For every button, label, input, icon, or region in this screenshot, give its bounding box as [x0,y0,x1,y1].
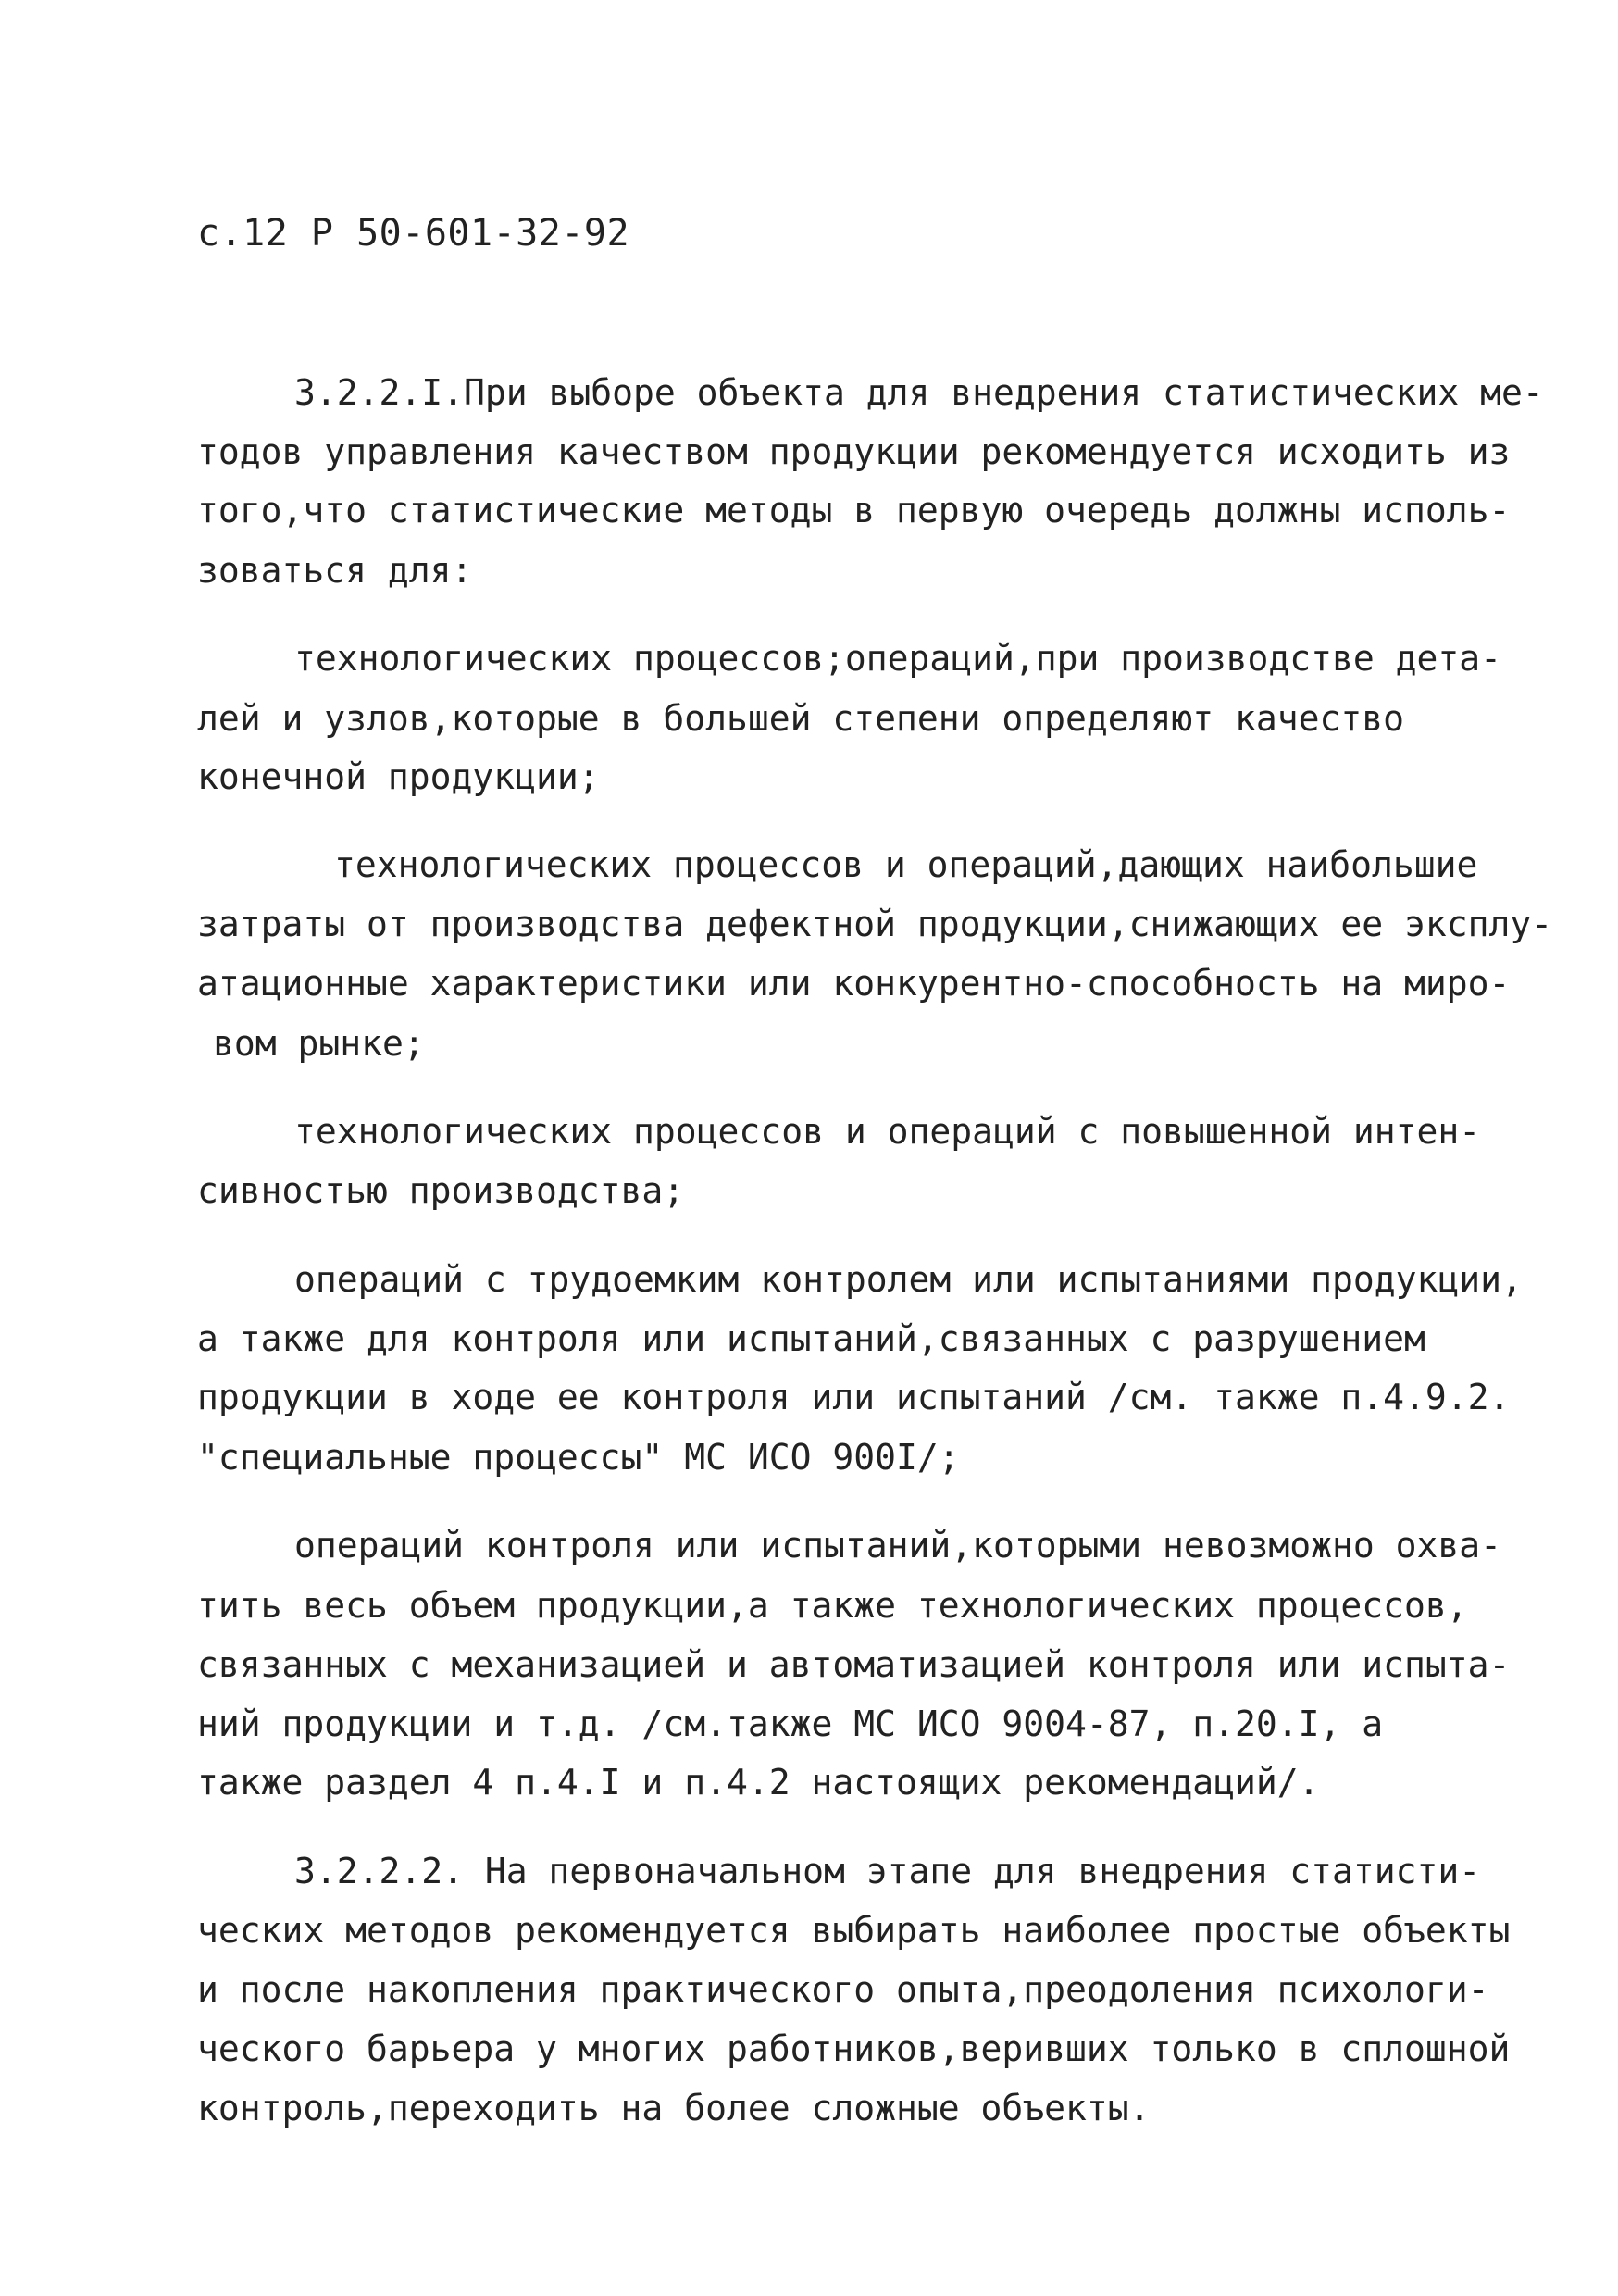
text-line: вом рынке; [213,1023,425,1064]
text-line: зоваться для: [197,550,473,591]
text-line: продукции в ходе ее контроля или испытаний /см. также п.4.9.2. [197,1377,1511,1417]
page-header: с.12 Р 50-601-32-92 [197,212,630,255]
text-line: связанных с механизацией и автоматизацией контроля или испыта- [197,1644,1511,1685]
text-line: атационные характеристики или конкурентно-способность на миро- [197,963,1511,1004]
text-line: того,что статистические методы в первую очередь должны исполь- [197,490,1511,530]
text-line: а также для контроля или испытаний,связанных с разрушением [197,1318,1425,1359]
text-line: ческого барьера у многих работников,веривших только в сплошной [197,2028,1511,2069]
text-line: лей и узлов,которые в большей степени определяют качество [197,698,1405,739]
text-line: ческих методов рекомендуется выбирать наиболее простые объекты [197,1910,1511,1951]
text-line: также раздел 4 п.4.I и п.4.2 настоящих рекомендаций/. [197,1762,1320,1803]
text-line: "специальные процессы" МС ИСО 900I/; [197,1437,960,1478]
text-line: и после накопления практического опыта,преодоления психологи- [197,1969,1489,2010]
text-line: 3.2.2.I.При выборе объекта для внедрения статистических ме- [294,372,1544,413]
text-line: тодов управления качеством продукции рекомендуется исходить из [197,431,1511,472]
text-line: ний продукции и т.д. /см.также МС ИСО 9004-87, п.20.I, а [197,1703,1384,1744]
text-line: сивностью производства; [197,1170,685,1211]
text-line: технологических процессов и операций,дающих наибольшие [334,844,1478,885]
text-line: тить весь объем продукции,а также технологических процессов, [197,1585,1468,1626]
text-line: контроль,переходить на более сложные объекты. [197,2088,1151,2128]
text-line: 3.2.2.2. На первоначальном этапе для внедрения статисти- [294,1851,1481,1891]
text-line: технологических процессов и операций с повышенной интен- [294,1111,1481,1152]
text-line: затраты от производства дефектной продукции,снижающих ее эксплу- [197,904,1553,944]
text-line: технологических процессов;операций,при производстве дета- [294,638,1502,679]
text-line: операций контроля или испытаний,которыми невозможно охва- [294,1525,1502,1566]
text-line: конечной продукции; [197,756,600,797]
text-line: операций с трудоемким контролем или испытаниями продукции, [294,1259,1523,1300]
